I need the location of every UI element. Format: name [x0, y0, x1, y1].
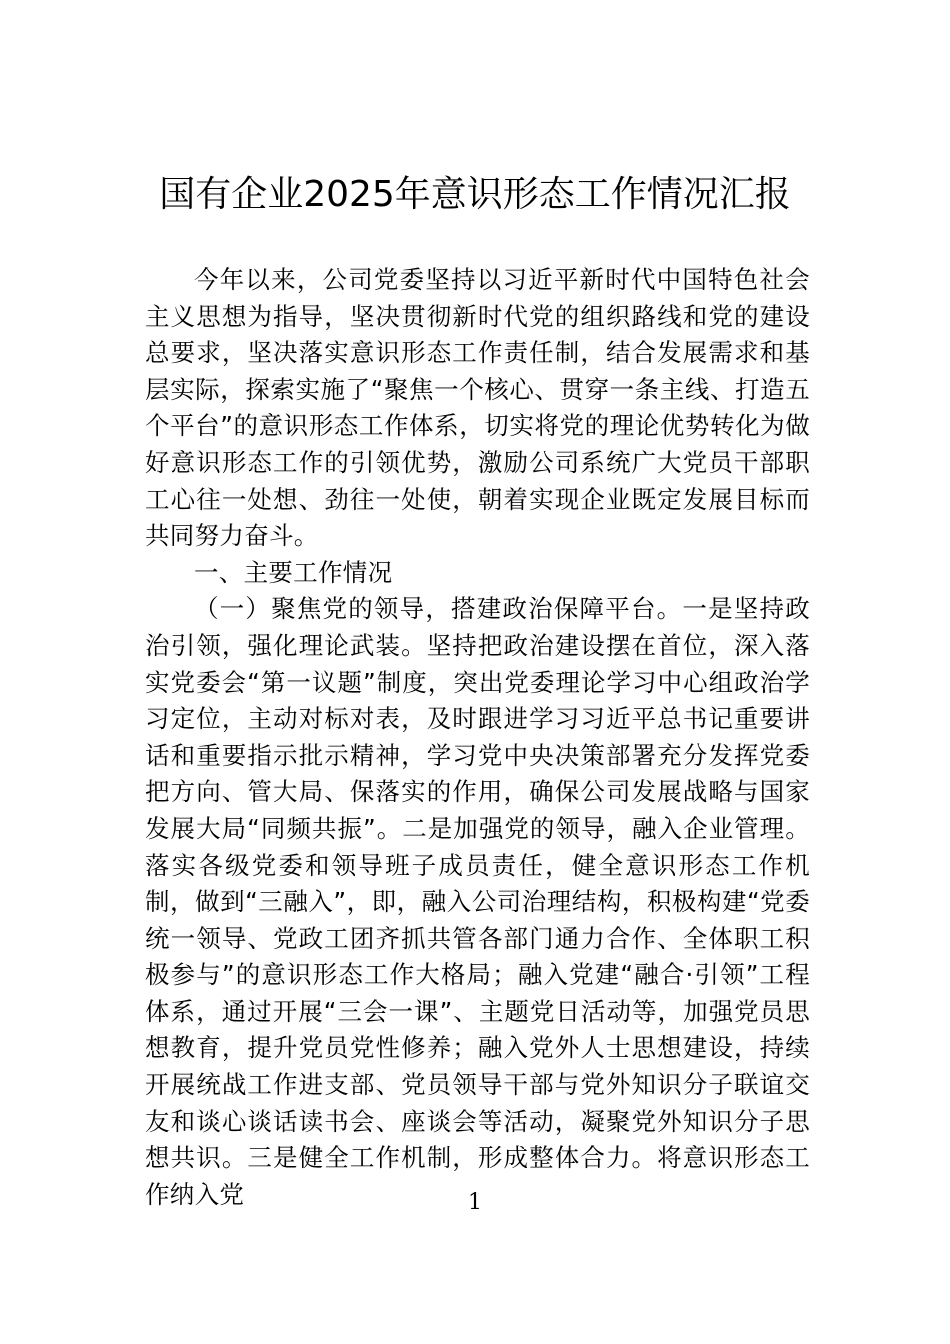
section-heading: 一、主要工作情况 — [194, 557, 393, 587]
section-paragraph: （一）聚焦党的领导，搭建政治保障平台。一是坚持政治引领，强化理论武装。坚持把政治建设摆在首位，深入落实党委会“第一议题”制度，突出党委理论学习中心组政治学习定位，主动对标对表，及时跟进学习习近平总书记重要讲话和重要指示批示精神，学习党中央决策部署充分发挥党委把方向、管大局、保落实的作用，确保公司发展战略与国家发展大局“同频共振”。二是加强党的领导，融入企业管理。落实各级党委和领导班子成员责任，健全意识形态工作机制，做到“三融入”，即，融入公司治理结构，积极构建“党委统一领导、党政工团齐抓共管各部门通力合作、全体职工积极参与”的意识形态工作大格局；融入党建“融合·引领”工程体系，通过开展“三会一课”、主题党日活动等，加强党员思想教育，提升党员党性修养；融入党外人士思想建设，持续开展统战工作进支部、党员领导干部与党外知识分子联谊交友和谈心谈话读书会、座谈会等活动，凝聚党外知识分子思想共识。三是健全工作机制，形成整体合力。将意识形态工作纳入党 — [145, 594, 810, 1209]
document-title: 国有企业2025年意识形态工作情况汇报 — [159, 174, 791, 215]
intro-paragraph: 今年以来，公司党委坚持以习近平新时代中国特色社会主义思想为指导，坚决贯彻新时代党的组织路线和党的建设总要求，坚决落实意识形态工作责任制，结合发展需求和基层实际，探索实施了“聚焦一个核心、贯穿一条主线、打造五个平台”的意识形态工作体系，切实将党的理论优势转化为做好意识形态工作的引领优势，激励公司系统广大党员干部职工心往一处想、劲往一处使，朝着实现企业既定发展目标而共同努力奋斗。 — [145, 265, 810, 551]
page-number: 1 — [468, 1190, 482, 1215]
document-body — [145, 262, 810, 1213]
